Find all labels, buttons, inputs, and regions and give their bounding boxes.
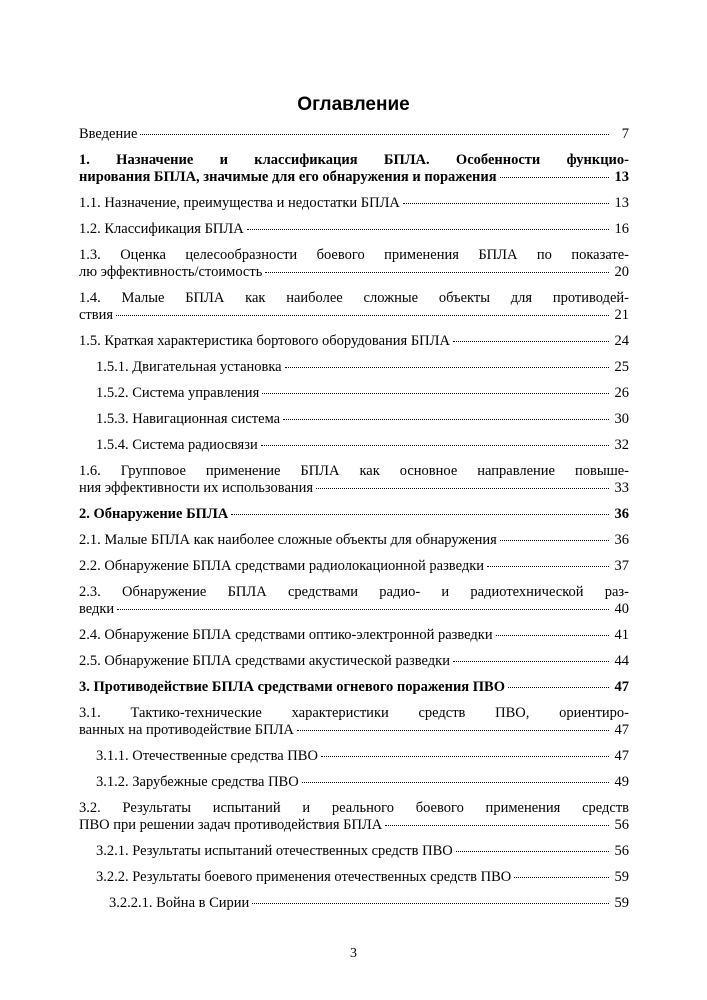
- toc-entry-label: 3. Противодействие БПЛА средствами огневого поражения ПВО: [79, 679, 506, 695]
- toc-page-number: 21: [614, 307, 629, 323]
- toc-entry: [79, 385, 629, 402]
- toc-entry-label: ствия: [79, 307, 114, 323]
- dot-leader: [316, 487, 609, 489]
- dot-leader: [321, 755, 609, 757]
- toc-entry: [79, 843, 629, 860]
- dot-leader: [297, 729, 609, 731]
- toc-entry: [79, 506, 629, 523]
- toc-entry: [79, 748, 629, 765]
- toc-entry-label: 1.5.2. Система управления: [96, 385, 260, 401]
- dot-leader: [285, 366, 609, 368]
- toc-entry: [79, 627, 629, 644]
- toc-page-number: 7: [621, 126, 629, 142]
- toc-entry: [79, 705, 629, 739]
- toc-entry-label: 2.5. Обнаружение БПЛА средствами акустической разведки: [79, 653, 450, 669]
- toc-entry-last-line: [109, 895, 629, 912]
- toc-entry-label: ния эффективности их использования: [79, 480, 314, 496]
- toc-entry-label: 2. Обнаружение БПЛА: [79, 506, 229, 522]
- toc-page-number: 16: [614, 221, 629, 237]
- toc-entry-text-line: 2.3. Обнаружение БПЛА средствами радио- и радиотехнической раз-: [79, 584, 629, 600]
- toc-entry-label: 1.2. Классификация БПЛА: [79, 221, 244, 237]
- toc-entry-last-line: [79, 653, 629, 670]
- toc-page-number: 44: [614, 653, 629, 669]
- toc-entry-last-line: [79, 601, 629, 618]
- toc-page-number: 37: [614, 558, 629, 574]
- toc-entry-text-line: 1.6. Групповое применение БПЛА как основное направление повыше-: [79, 463, 629, 479]
- dot-leader: [403, 202, 609, 204]
- dot-leader: [487, 565, 609, 567]
- dot-leader: [117, 608, 609, 610]
- dot-leader: [500, 539, 609, 541]
- toc-page-number: 59: [614, 895, 629, 911]
- toc-entry-label: Введение: [79, 126, 138, 142]
- toc-entry-last-line: [96, 359, 629, 376]
- toc-page-number: 47: [614, 748, 629, 764]
- toc-entry-last-line: [79, 506, 629, 523]
- toc-page-number: 13: [614, 195, 629, 211]
- toc-entry-text-line: 3.2. Результаты испытаний и реального боевого применения средств: [79, 800, 629, 816]
- dot-leader: [116, 314, 609, 316]
- toc-entry: [79, 463, 629, 497]
- toc-entry-label: 1.5. Краткая характеристика бортового оборудования БПЛА: [79, 333, 450, 349]
- toc-page-number: 20: [614, 264, 629, 280]
- toc-page-number: 13: [614, 169, 629, 185]
- toc-entry: [79, 152, 629, 186]
- toc-page-number: 59: [614, 869, 629, 885]
- dot-leader: [456, 850, 609, 852]
- toc-page-number: 47: [614, 679, 629, 695]
- dot-leader: [265, 271, 609, 273]
- toc-entry-last-line: [96, 437, 629, 454]
- toc-entry: [79, 800, 629, 834]
- toc-page-number: 33: [614, 480, 629, 496]
- toc-entry-label: 3.2.2. Результаты боевого применения отечественных средств ПВО: [96, 869, 512, 885]
- toc-entry-last-line: [79, 480, 629, 497]
- toc-entry: [79, 290, 629, 324]
- toc-entry-label: лю эффективность/стоимость: [79, 264, 263, 280]
- toc-page-number: 56: [614, 817, 629, 833]
- toc-entry: [79, 532, 629, 549]
- page-number-footer: 3: [350, 946, 357, 961]
- toc-entry-last-line: [79, 264, 629, 281]
- toc-entry-last-line: [79, 169, 629, 186]
- toc-entry: [79, 437, 629, 454]
- toc-entry-label: 1.1. Назначение, преимущества и недостатки БПЛА: [79, 195, 400, 211]
- toc-page-number: 36: [614, 506, 629, 522]
- toc-entry-last-line: [96, 385, 629, 402]
- toc-entry-last-line: [79, 532, 629, 549]
- toc-entry-label: 1.5.4. Система радиосвязи: [96, 437, 258, 453]
- toc-entry: [79, 195, 629, 212]
- toc-entry-last-line: [79, 722, 629, 739]
- toc-entry: [79, 774, 629, 791]
- toc-page-number: 41: [614, 627, 629, 643]
- table-of-contents: [79, 126, 629, 921]
- toc-entry: [79, 359, 629, 376]
- toc-entry-label: 3.1.1. Отечественные средства ПВО: [96, 748, 318, 764]
- toc-page-number: 30: [614, 411, 629, 427]
- toc-entry: [79, 221, 629, 238]
- dot-leader: [496, 634, 609, 636]
- toc-entry-last-line: [79, 333, 629, 350]
- dot-leader: [231, 513, 609, 515]
- dot-leader: [247, 228, 609, 230]
- toc-entry-label: ванных на противодействие БПЛА: [79, 722, 294, 738]
- toc-entry: [79, 126, 629, 143]
- toc-page-number: 40: [614, 601, 629, 617]
- dot-leader: [385, 824, 609, 826]
- toc-page-number: 26: [614, 385, 629, 401]
- toc-page-number: 24: [614, 333, 629, 349]
- toc-entry: [79, 653, 629, 670]
- toc-entry-text-line: 1.3. Оценка целесообразности боевого применения БПЛА по показате-: [79, 247, 629, 263]
- toc-entry: [79, 869, 629, 886]
- page-title: Оглавление: [297, 94, 410, 115]
- toc-page-number: 56: [614, 843, 629, 859]
- toc-entry-last-line: [96, 774, 629, 791]
- toc-page-number: 47: [614, 722, 629, 738]
- toc-entry: [79, 247, 629, 281]
- toc-entry-text-line: 3.1. Тактико-технические характеристики средств ПВО, ориентиро-: [79, 705, 629, 721]
- toc-entry-last-line: [79, 221, 629, 238]
- toc-entry-last-line: [96, 843, 629, 860]
- dot-leader: [252, 902, 609, 904]
- toc-entry-text-line: 1.4. Малые БПЛА как наиболее сложные объекты для противодей-: [79, 290, 629, 306]
- toc-entry-last-line: [79, 126, 629, 143]
- toc-entry-last-line: [96, 411, 629, 428]
- dot-leader: [261, 444, 609, 446]
- toc-entry: [79, 333, 629, 350]
- toc-entry-last-line: [96, 748, 629, 765]
- dot-leader: [302, 781, 609, 783]
- dot-leader: [500, 176, 609, 178]
- toc-entry-last-line: [79, 679, 629, 696]
- toc-entry-label: 3.2.1. Результаты испытаний отечественных средств ПВО: [96, 843, 453, 859]
- toc-entry: [79, 584, 629, 618]
- toc-entry-last-line: [79, 627, 629, 644]
- toc-entry-last-line: [79, 558, 629, 575]
- toc-entry: [79, 679, 629, 696]
- toc-entry-last-line: [79, 307, 629, 324]
- toc-entry-label: нирования БПЛА, значимые для его обнаружения и поражения: [79, 169, 497, 185]
- toc-entry-label: ПВО при решении задач противодействия БПЛА: [79, 817, 383, 833]
- toc-entry-label: 2.4. Обнаружение БПЛА средствами оптико-электронной разведки: [79, 627, 493, 643]
- toc-entry: [79, 411, 629, 428]
- toc-entry-label: ведки: [79, 601, 115, 617]
- toc-page-number: 36: [614, 532, 629, 548]
- toc-page-number: 32: [614, 437, 629, 453]
- toc-page-number: 25: [614, 359, 629, 375]
- dot-leader: [283, 418, 609, 420]
- toc-entry-last-line: [96, 869, 629, 886]
- toc-entry-last-line: [79, 817, 629, 834]
- toc-entry-label: 2.1. Малые БПЛА как наиболее сложные объекты для обнаружения: [79, 532, 497, 548]
- toc-entry: [79, 895, 629, 912]
- toc-entry-label: 1.5.3. Навигационная система: [96, 411, 281, 427]
- toc-page-number: 49: [614, 774, 629, 790]
- toc-entry-label: 3.1.2. Зарубежные средства ПВО: [96, 774, 299, 790]
- dot-leader: [262, 392, 609, 394]
- toc-entry-label: 2.2. Обнаружение БПЛА средствами радиолокационной разведки: [79, 558, 484, 574]
- toc-entry: [79, 558, 629, 575]
- dot-leader: [514, 876, 609, 878]
- dot-leader: [508, 686, 609, 688]
- dot-leader: [140, 133, 609, 135]
- toc-entry-last-line: [79, 195, 629, 212]
- toc-entry-text-line: 1. Назначение и классификация БПЛА. Особенности функцио-: [79, 152, 629, 168]
- dot-leader: [453, 340, 609, 342]
- toc-entry-label: 1.5.1. Двигательная установка: [96, 359, 282, 375]
- dot-leader: [453, 660, 609, 662]
- toc-entry-label: 3.2.2.1. Война в Сирии: [109, 895, 250, 911]
